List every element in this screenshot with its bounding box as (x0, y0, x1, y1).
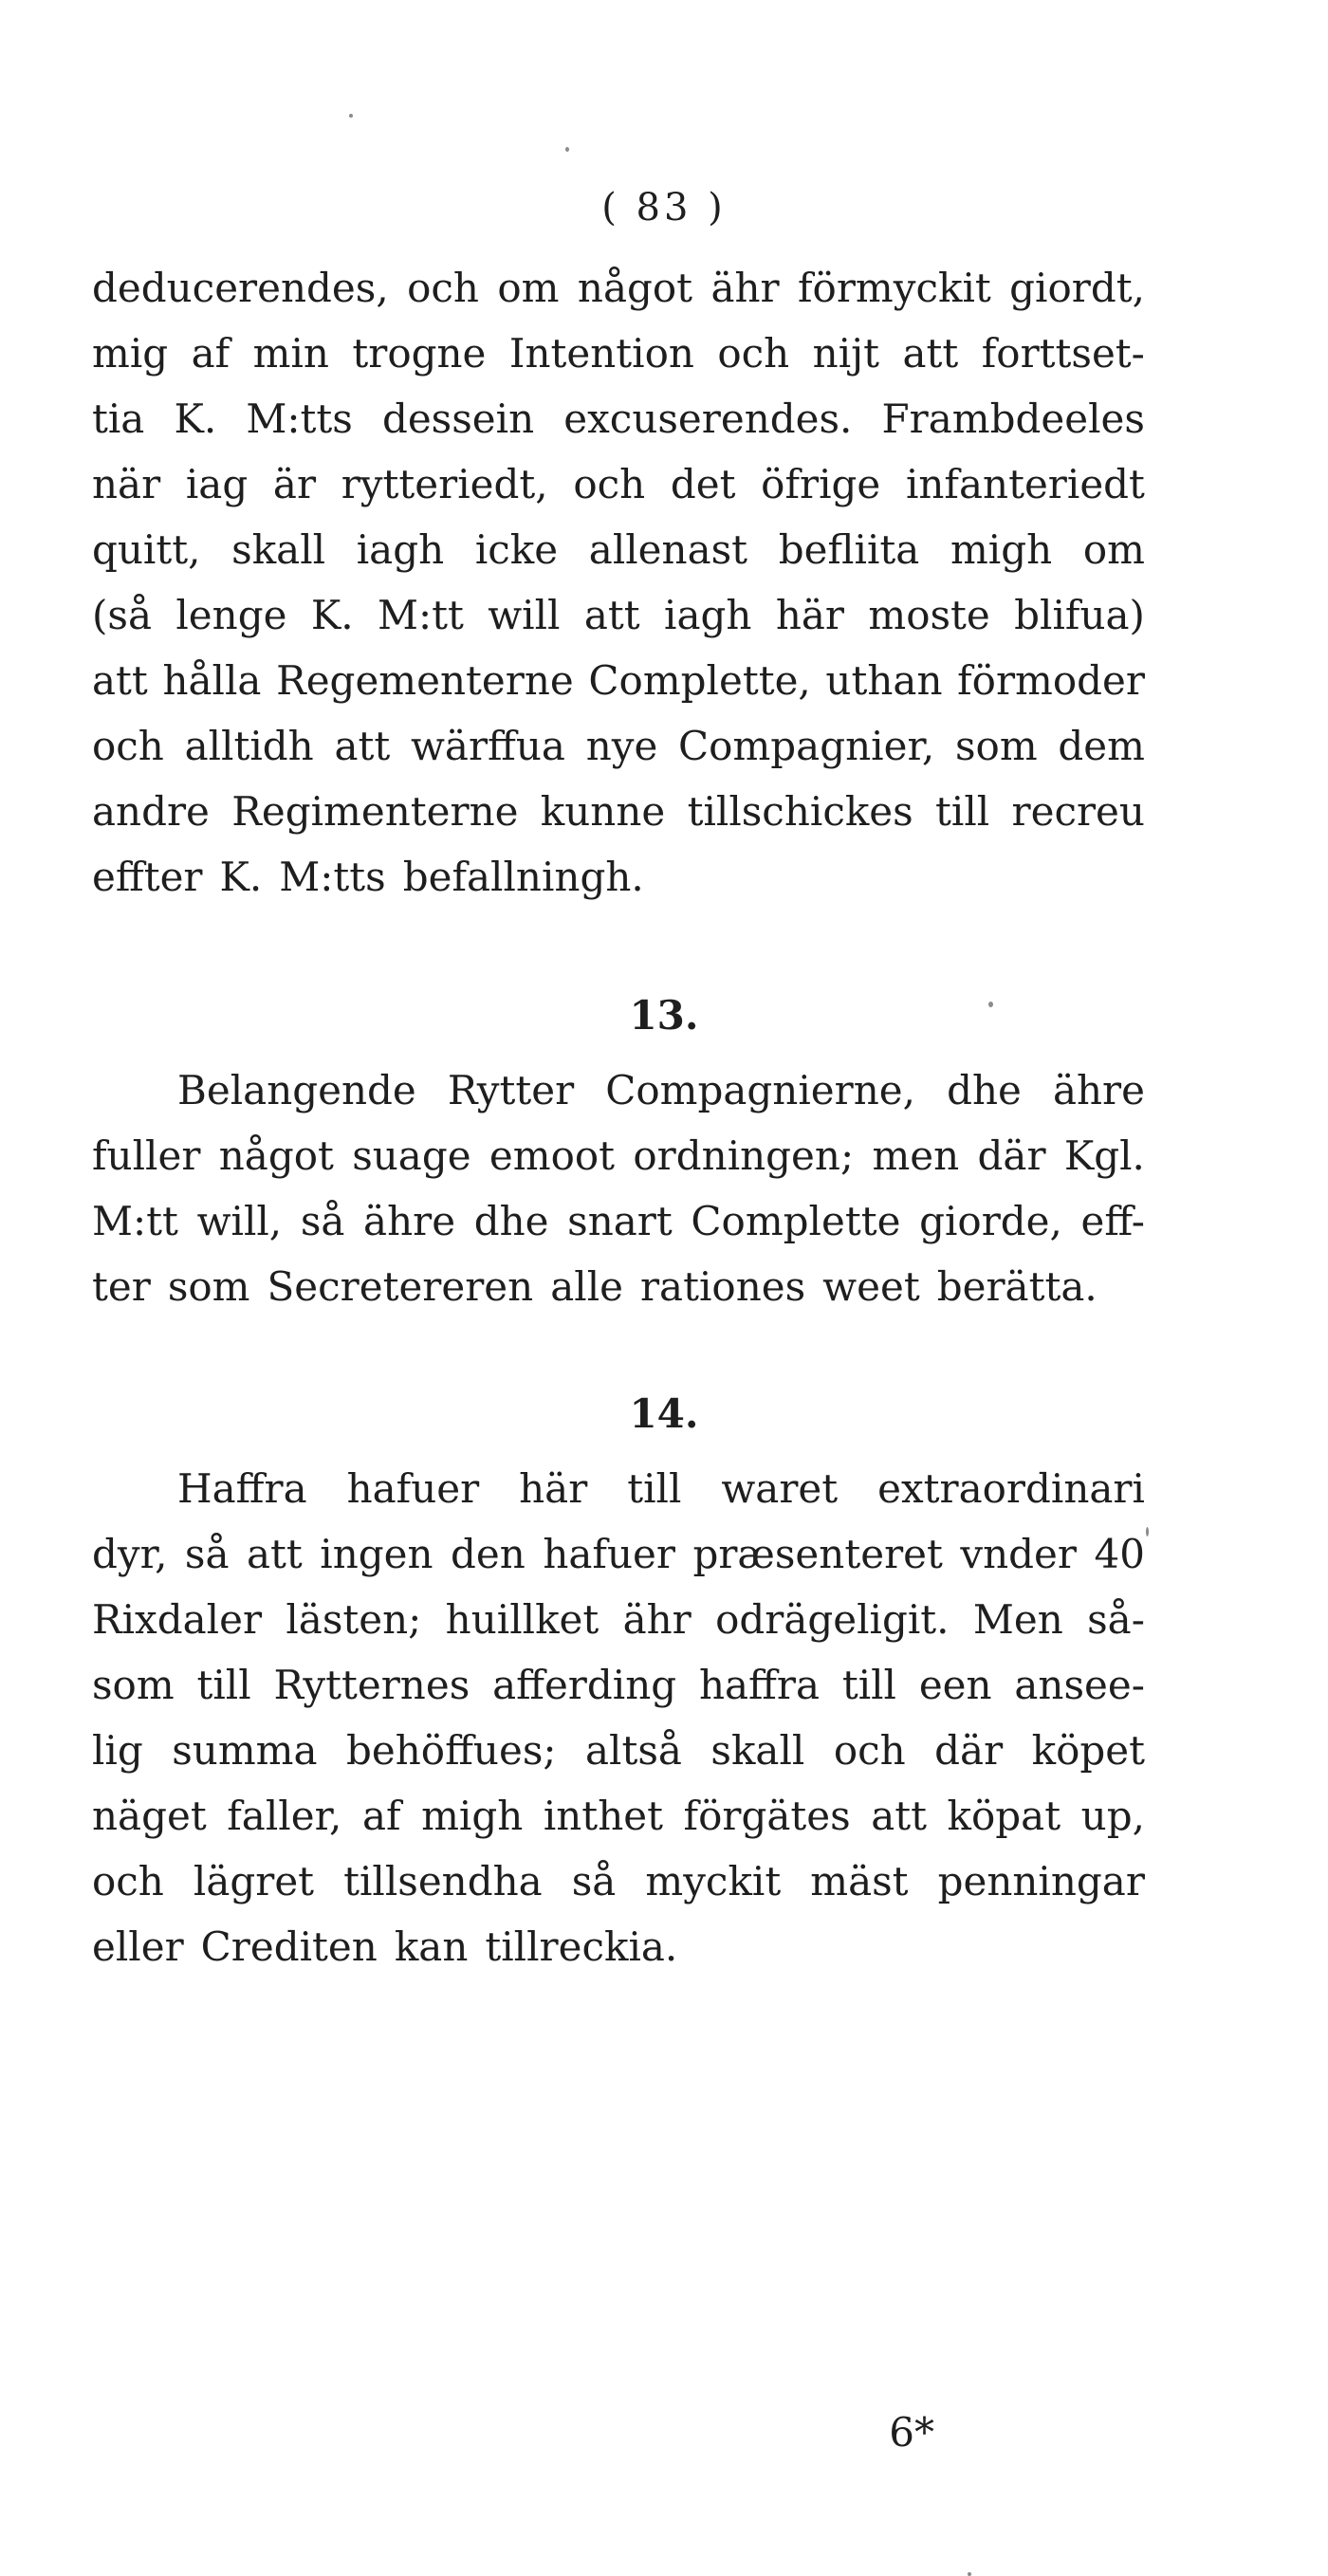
section-number-13: 13. (629, 992, 699, 1039)
text-line: Rixdaler lästen; huillket ähr odrägeligit. Men så- (92, 1596, 1145, 1643)
text-line: M:tt will, så ähre dhe snart Complette giorde, eff- (92, 1198, 1145, 1244)
paper-speck (968, 2572, 971, 2576)
text-line: som till Rytternes afferding haffra till een ansee- (92, 1662, 1145, 1708)
text-line: eller Crediten kan tillreckia. (92, 1923, 678, 1970)
text-line: mig af min trogne Intention och nijt att forttset- (92, 330, 1145, 377)
section-number-14: 14. (629, 1390, 699, 1437)
text-line: Haffra hafuer här till waret extraordinari (177, 1465, 1145, 1512)
text-line: fuller något suage emoot ordningen; men där Kgl. (92, 1132, 1145, 1179)
paper-speck (565, 147, 569, 152)
text-line: andre Regimenterne kunne tillschickes till recreu (92, 788, 1145, 835)
text-line: att hålla Regementerne Complette, uthan förmoder (92, 657, 1145, 704)
signature-mark: 6* (889, 2409, 934, 2456)
text-line: effter K. M:tts befallningh. (92, 854, 644, 900)
text-line: deducerendes, och om något ähr förmyckit giordt, (92, 265, 1145, 311)
text-line: ter som Secretereren alle rationes weet berätta. (92, 1263, 1097, 1310)
text-line: tia K. M:tts dessein excuserendes. Frambdeeles (92, 396, 1145, 442)
text-line: (så lenge K. M:tt will att iagh här moste blifua) (92, 592, 1145, 638)
text-line: lig summa behöffues; altså skall och där köpet (92, 1727, 1145, 1774)
text-line: Belangende Rytter Compagnierne, dhe ähre (177, 1067, 1145, 1113)
text-line: quitt, skall iagh icke allenast befliita migh om (92, 526, 1145, 573)
page-number-header: ( 83 ) (601, 186, 727, 230)
text-line: näget faller, af migh inthet förgätes att köpat up, (92, 1793, 1145, 1839)
text-line: och alltidh att wärffua nye Compagnier, som dem (92, 723, 1145, 769)
paper-speck (988, 1002, 993, 1007)
paper-speck (1146, 1527, 1149, 1536)
text-line: och lägret tillsendha så myckit mäst penningar (92, 1858, 1145, 1904)
paper-speck (349, 114, 353, 118)
text-line: dyr, så att ingen den hafuer præsenteret vnder 40 (92, 1531, 1145, 1577)
text-line: när iag är rytteriedt, och det öfrige infanteriedt (92, 461, 1145, 507)
